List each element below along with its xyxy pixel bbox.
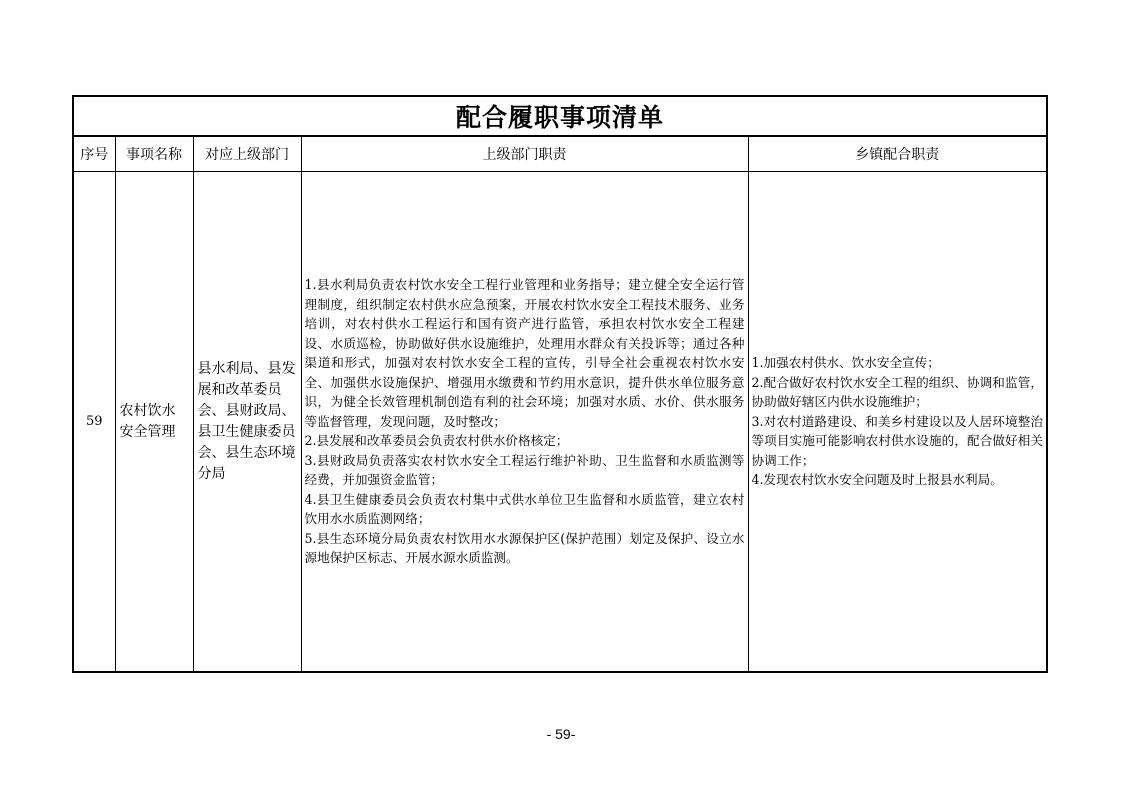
town-duty-item-4: 4.发现农村饮水安全问题及时上报县水利局。	[751, 472, 1003, 488]
duty-table	[74, 136, 1046, 671]
header-no: 序号	[74, 137, 115, 172]
page-number: - 59-	[546, 726, 576, 742]
town-duty-item-2: 2.配合做好农村饮水安全工程的组织、协调和监管，协助做好辖区内供水设施维护；	[751, 374, 1043, 410]
header-town-duties: 乡镇配合职责	[748, 137, 1046, 172]
duty-item-3: 3.县财政局负责落实农村饮水安全工程运行维护补助、卫生监督和水质监测等经费，并加强资金监管；	[304, 452, 745, 488]
header-item-name: 事项名称	[115, 137, 193, 172]
superior-duties-cell	[301, 172, 748, 672]
duty-item-1: 1.县水利局负责农村饮水安全工程行业管理和业务指导；建立健全安全运行管理制度，组织制定农村供水应急预案，开展农村饮水安全工程技术服务、业务培训，对农村供水工程运行和国有资产进行监管，承担农村饮水安全工程建设、水质巡检，协助做好供水设施维护，处理用水群众有关投诉等；通过各种渠道和形式，加强对农村饮水安全工程的宣传，引导全社会重视农村饮水安全、加强供水设施保护、增强用水缴费和节约用水意识，提升供水单位服务意识，为健全长效管理机制创造有利的社会环境；加强对水质、水价、供水服务等监督管理，发现问题，及时整改；	[304, 277, 745, 429]
town-duty-item-3: 3.对农村道路建设、和美乡村建设以及人居环境整治等项目实施可能影响农村供水设施的，配合做好相关协调工作；	[751, 413, 1043, 468]
header-row	[74, 137, 1046, 172]
row-number: 59	[74, 172, 115, 672]
item-name: 农村饮水安全管理	[115, 172, 193, 672]
superior-departments: 县水利局、县发展和改革委员会、县财政局、县卫生健康委员会、县生态环境分局	[193, 172, 301, 672]
document-title: 配合履职事项清单	[74, 97, 1046, 136]
duty-item-2: 2.县发展和改革委员会负责农村供水价格核定；	[304, 433, 569, 449]
header-duties: 上级部门职责	[301, 137, 748, 172]
town-duty-item-1: 1.加强农村供水、饮水安全宣传；	[751, 355, 940, 371]
table-row	[74, 172, 1046, 672]
document-table-frame	[72, 95, 1048, 673]
duty-item-4: 4.县卫生健康委员会负责农村集中式供水单位卫生监督和水质监管，建立农村饮用水水质监测网络；	[304, 491, 745, 527]
duty-item-5: 5.县生态环境分局负责农村饮用水水源保护区(保护范围）划定及保护、设立水源地保护区标志、开展水源水质监测。	[304, 530, 745, 566]
town-duties-cell	[748, 172, 1046, 672]
header-dept: 对应上级部门	[193, 137, 301, 172]
